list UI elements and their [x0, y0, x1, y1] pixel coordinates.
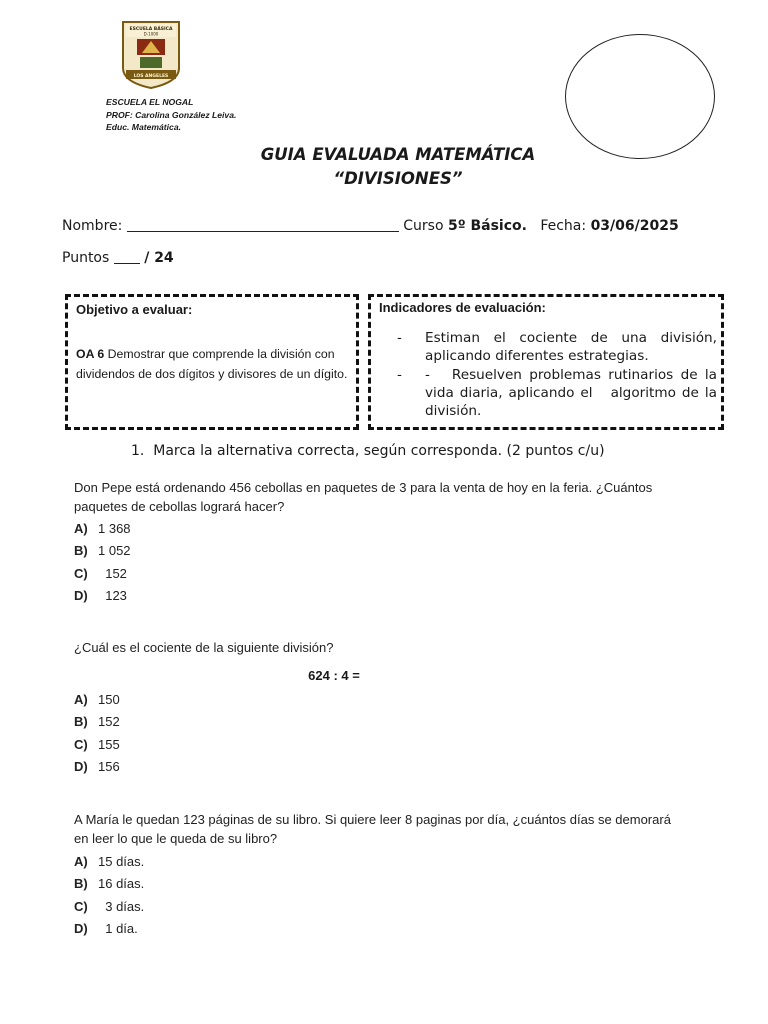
option-a[interactable]	[74, 854, 144, 876]
school-name: ESCUELA EL NOGAL	[106, 97, 194, 107]
option-value: 1 día.	[98, 920, 138, 936]
option-value: 123	[98, 587, 127, 603]
crest-text-1: ESCUELA BÁSICA	[129, 27, 173, 32]
option-letter: B)	[74, 876, 88, 892]
nombre-field[interactable]	[127, 217, 399, 232]
fecha-label: Fecha:	[540, 218, 587, 234]
objective-text	[76, 344, 356, 384]
question-2-text: ¿Cuál es el cociente de la siguiente división?	[74, 640, 334, 655]
option-letter: C)	[74, 736, 88, 752]
bullet-dash: -	[397, 330, 402, 346]
option-letter: D)	[74, 920, 88, 936]
option-letter: A)	[74, 521, 88, 536]
option-value: 15 días.	[98, 854, 145, 869]
curso-label: Curso	[403, 218, 444, 234]
page-title: GUIA EVALUADA MATEMÁTICA	[260, 145, 536, 164]
indicators-heading: Indicadores de evaluación:	[379, 300, 546, 315]
option-letter: A)	[74, 854, 88, 869]
option-value: 152	[98, 565, 127, 581]
objective-box	[65, 294, 359, 430]
nombre-label: Nombre:	[62, 218, 123, 234]
puntos-total: / 24	[144, 250, 174, 266]
objective-code: OA 6	[76, 347, 105, 361]
score-line	[62, 249, 174, 266]
option-d[interactable]	[74, 921, 144, 943]
option-value: 16 días.	[98, 876, 145, 892]
indicators-box	[368, 294, 724, 430]
option-letter: D)	[74, 587, 88, 603]
page-subtitle: “DIVISIONES”	[333, 169, 463, 188]
option-c[interactable]	[74, 899, 144, 921]
option-b[interactable]	[74, 714, 120, 736]
question-3-text: A María le quedan 123 páginas de su libro. Si quiere leer 8 paginas por día, ¿cuántos días se demorará en leer lo que le queda de su libro?	[74, 812, 671, 846]
grade-oval	[565, 34, 715, 159]
question-2-options	[74, 692, 120, 781]
option-a[interactable]	[74, 692, 120, 714]
option-c[interactable]	[74, 566, 131, 588]
option-letter: C)	[74, 898, 88, 914]
option-value: 156	[98, 758, 120, 774]
indicator-item	[399, 329, 717, 365]
teacher-name: PROF: Carolina González Leiva.	[106, 109, 237, 120]
fecha-value: 03/06/2025	[590, 218, 679, 234]
puntos-label: Puntos	[62, 250, 110, 266]
option-letter: D)	[74, 758, 88, 774]
indicator-text-1: Estiman el cociente de una división, aplicando diferentes estrategias.	[425, 330, 717, 364]
instruction: 1. Marca la alternativa correcta, según corresponda. (2 puntos c/u)	[131, 443, 605, 459]
option-value: 150	[98, 692, 120, 707]
option-letter: A)	[74, 692, 88, 707]
question-1-options	[74, 521, 131, 610]
school-crest	[120, 20, 182, 90]
school-info	[106, 96, 236, 134]
option-c[interactable]	[74, 737, 120, 759]
option-b[interactable]	[74, 876, 144, 898]
option-value: 152	[98, 714, 120, 730]
question-1-text: Don Pepe está ordenando 456 cebollas en paquetes de 3 para la venta de hoy en la feria. ¿Cuántos paquetes de cebollas logrará hacer?	[74, 480, 653, 514]
student-info-line	[62, 217, 679, 234]
puntos-field[interactable]	[114, 249, 140, 264]
indicator-text-2: - Resuelven problemas rutinarios de la vida diaria, aplicando el algoritmo de la división.	[425, 367, 722, 419]
curso-value: 5º Básico.	[447, 218, 527, 234]
option-b[interactable]	[74, 543, 131, 565]
question-3-options	[74, 854, 144, 943]
option-a[interactable]	[74, 521, 131, 543]
bullet-dash: -	[397, 367, 402, 383]
question-2-equation: 624 : 4 =	[308, 668, 360, 683]
crest-text-3: LOS ANGELES	[133, 74, 169, 79]
option-value: 3 días.	[98, 898, 145, 914]
subject: Educ. Matemática.	[106, 122, 181, 132]
indicator-item	[397, 366, 722, 420]
objective-description: Demostrar que comprende la división con dividendos de dos dígitos y divisores de un dígito.	[76, 347, 348, 381]
option-value: 155	[98, 736, 120, 752]
option-letter: C)	[74, 565, 88, 581]
option-d[interactable]	[74, 588, 131, 610]
option-letter: B)	[74, 714, 88, 730]
option-d[interactable]	[74, 759, 120, 781]
objective-heading: Objetivo a evaluar:	[76, 302, 193, 317]
option-letter: B)	[74, 543, 88, 559]
crest-text-2: D-1000	[143, 31, 159, 37]
option-value: 1 052	[98, 543, 131, 559]
option-value: 1 368	[98, 521, 131, 536]
